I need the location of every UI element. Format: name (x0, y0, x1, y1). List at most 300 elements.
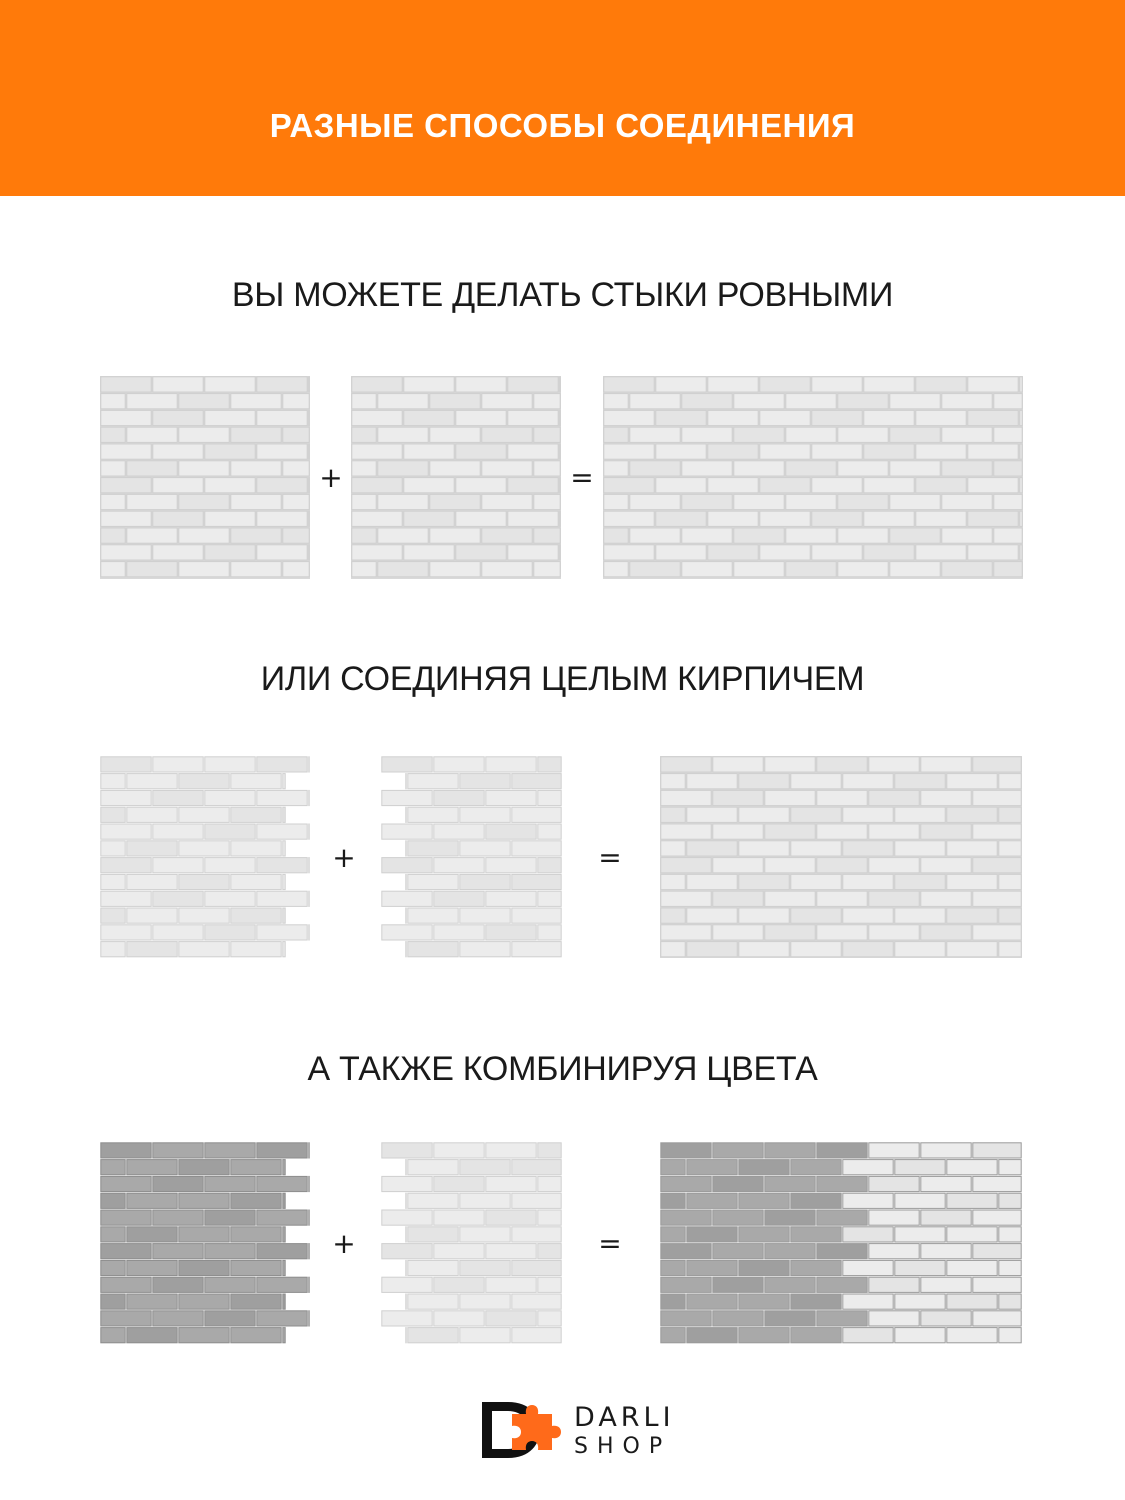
brick (352, 511, 402, 526)
brick (973, 824, 1021, 839)
brick (604, 528, 628, 543)
brick (512, 1160, 561, 1175)
brick (382, 1277, 432, 1292)
brick (708, 545, 758, 560)
brick (257, 757, 307, 772)
brick (838, 494, 888, 509)
brick (101, 444, 151, 459)
equals-sign: = (598, 1227, 622, 1260)
brick (682, 562, 732, 577)
brick (734, 562, 784, 577)
brick (101, 410, 151, 425)
brick (708, 377, 758, 392)
brick (382, 891, 432, 906)
brick (378, 427, 428, 442)
brick (921, 790, 971, 805)
brick (127, 528, 177, 543)
brick (205, 1277, 255, 1292)
brick (895, 942, 945, 957)
brick (921, 925, 971, 940)
brick (434, 757, 484, 772)
brick (713, 790, 763, 805)
brick (512, 1294, 561, 1309)
brick (765, 1277, 815, 1292)
brick (430, 494, 480, 509)
brick (283, 1160, 285, 1175)
brick (895, 841, 945, 856)
brick (791, 841, 841, 856)
brick (812, 511, 862, 526)
brick (179, 908, 229, 923)
brick (205, 1176, 255, 1191)
brick (661, 1210, 711, 1225)
brick (973, 858, 1021, 873)
brick (656, 377, 706, 392)
brick (352, 377, 402, 392)
brick (378, 461, 428, 476)
brick (408, 874, 458, 889)
brick (999, 1227, 1021, 1242)
brick (283, 1328, 285, 1343)
brick (153, 757, 203, 772)
brick (486, 757, 536, 772)
panel-result-interlock (660, 756, 1022, 958)
brick (765, 891, 815, 906)
brick (257, 858, 307, 873)
brick (921, 858, 971, 873)
brick (153, 377, 203, 392)
brick (486, 925, 536, 940)
plus-sign: + (332, 1227, 356, 1260)
brick (283, 1227, 285, 1242)
brick (713, 1176, 763, 1191)
brick (538, 757, 561, 772)
brick (101, 494, 125, 509)
brick (760, 410, 810, 425)
brick (538, 891, 561, 906)
brick (101, 461, 125, 476)
brick (864, 511, 914, 526)
brick (283, 1260, 285, 1275)
brick (512, 841, 561, 856)
brick (1020, 444, 1022, 459)
brick (739, 807, 789, 822)
brick (179, 1160, 229, 1175)
brick (153, 410, 203, 425)
brick (378, 528, 428, 543)
brick (708, 444, 758, 459)
brick (791, 1160, 841, 1175)
brick (999, 774, 1021, 789)
brick (153, 1244, 203, 1259)
brick (942, 494, 992, 509)
brick (682, 394, 732, 409)
brick (512, 942, 561, 957)
brick (968, 545, 1018, 560)
brick (101, 528, 125, 543)
brick (864, 410, 914, 425)
brick (999, 942, 1021, 957)
brick (153, 925, 203, 940)
brick (231, 841, 281, 856)
brick (534, 394, 560, 409)
equals-sign: = (570, 461, 594, 494)
brick (942, 427, 992, 442)
brick (382, 858, 432, 873)
brick (382, 1311, 432, 1326)
brick (786, 394, 836, 409)
brick (864, 377, 914, 392)
brick (205, 478, 255, 493)
brick (661, 891, 711, 906)
brick (713, 1244, 763, 1259)
brick (101, 1227, 125, 1242)
brick (486, 1277, 536, 1292)
brick (739, 1294, 789, 1309)
brick (434, 1277, 484, 1292)
brick (283, 427, 309, 442)
brick (843, 1227, 893, 1242)
header-banner (0, 0, 1125, 196)
brick (231, 1260, 281, 1275)
brick (179, 562, 229, 577)
brick (791, 1328, 841, 1343)
brick (916, 410, 966, 425)
brick (999, 1328, 1021, 1343)
brick (687, 841, 737, 856)
brick (713, 824, 763, 839)
brick (283, 874, 285, 889)
brick (101, 925, 151, 940)
brick (283, 807, 285, 822)
brick (382, 757, 432, 772)
brick (127, 1328, 177, 1343)
brick (127, 494, 177, 509)
brick (153, 1176, 203, 1191)
brick (434, 1176, 484, 1191)
brick (101, 1328, 125, 1343)
brick (101, 807, 125, 822)
brick (101, 908, 125, 923)
brick (101, 1294, 125, 1309)
brick (179, 494, 229, 509)
brick (661, 908, 685, 923)
brick (153, 824, 203, 839)
brick (817, 1210, 867, 1225)
brick (404, 377, 454, 392)
brick (843, 1260, 893, 1275)
brick (205, 858, 255, 873)
brick (687, 1160, 737, 1175)
brick (864, 444, 914, 459)
brick (791, 942, 841, 957)
brick (661, 1277, 711, 1292)
brick (460, 1294, 510, 1309)
brick (760, 545, 810, 560)
brick (895, 1227, 945, 1242)
brick (430, 528, 480, 543)
brick (604, 461, 628, 476)
brick (739, 874, 789, 889)
brick (434, 1210, 484, 1225)
brick (101, 478, 151, 493)
brick (760, 377, 810, 392)
brick (604, 444, 654, 459)
brick (869, 1176, 919, 1191)
brick (973, 925, 1021, 940)
brick (508, 511, 558, 526)
brick (179, 427, 229, 442)
brick (916, 377, 966, 392)
brick (257, 891, 307, 906)
brick (791, 774, 841, 789)
brick (101, 841, 125, 856)
brick (101, 1210, 151, 1225)
brick (101, 511, 151, 526)
panel-result-combined (660, 1142, 1022, 1344)
brick (408, 1227, 458, 1242)
brick (921, 1143, 971, 1158)
brick (916, 444, 966, 459)
brick (101, 1244, 151, 1259)
brick (538, 925, 561, 940)
brick (534, 427, 560, 442)
brick (895, 874, 945, 889)
brick (786, 494, 836, 509)
brick (534, 562, 560, 577)
logo-line-shop: SHOP (574, 1434, 672, 1459)
brick (921, 891, 971, 906)
brick (630, 494, 680, 509)
brick (482, 494, 532, 509)
brick (1020, 478, 1022, 493)
brick (508, 410, 558, 425)
brick (864, 478, 914, 493)
brick (430, 427, 480, 442)
brick (257, 545, 307, 560)
brick (283, 394, 309, 409)
brick (791, 1227, 841, 1242)
brick (512, 774, 561, 789)
brick (973, 790, 1021, 805)
brick (382, 1143, 432, 1158)
brick (843, 807, 893, 822)
brick (973, 1311, 1021, 1326)
brick (604, 511, 654, 526)
brick (352, 427, 376, 442)
brick (895, 774, 945, 789)
brick (460, 874, 510, 889)
brick (456, 377, 506, 392)
brick (231, 874, 281, 889)
brick (231, 942, 281, 957)
brick (352, 562, 376, 577)
brick (257, 377, 307, 392)
brick (460, 1193, 510, 1208)
brick (765, 858, 815, 873)
brick (838, 427, 888, 442)
brick (538, 1143, 561, 1158)
brick (942, 528, 992, 543)
brick (973, 1143, 1021, 1158)
brick (630, 427, 680, 442)
brick (921, 1244, 971, 1259)
brick (604, 545, 654, 560)
brick (947, 1328, 997, 1343)
brick (456, 511, 506, 526)
brick (817, 858, 867, 873)
brick (434, 925, 484, 940)
brick (947, 874, 997, 889)
brick (765, 757, 815, 772)
brick (101, 1260, 125, 1275)
plus-sign: + (332, 841, 356, 874)
brick (127, 461, 177, 476)
brick (760, 444, 810, 459)
brick (661, 1160, 685, 1175)
brick (656, 478, 706, 493)
brick (687, 774, 737, 789)
brick (538, 1210, 561, 1225)
brick (534, 461, 560, 476)
brick (812, 545, 862, 560)
brick (713, 757, 763, 772)
brick (765, 1311, 815, 1326)
brick (994, 528, 1022, 543)
brick (661, 1244, 711, 1259)
brick (661, 942, 685, 957)
brick (257, 444, 307, 459)
brick (812, 410, 862, 425)
brick (739, 841, 789, 856)
brick (661, 858, 711, 873)
brick (127, 1260, 177, 1275)
brick (765, 1176, 815, 1191)
brick (921, 1210, 971, 1225)
brick (430, 461, 480, 476)
brick (127, 874, 177, 889)
brick (817, 757, 867, 772)
brick (765, 1210, 815, 1225)
brick (101, 1311, 151, 1326)
brick (127, 908, 177, 923)
brick (508, 377, 558, 392)
brick (791, 1260, 841, 1275)
brick (127, 942, 177, 957)
brick (760, 511, 810, 526)
brick (231, 1227, 281, 1242)
brick (994, 461, 1022, 476)
brick (661, 874, 685, 889)
brick (257, 824, 307, 839)
brick (153, 1210, 203, 1225)
brick (630, 394, 680, 409)
brick (382, 925, 432, 940)
brick (205, 1311, 255, 1326)
brick (512, 874, 561, 889)
brick (512, 1227, 561, 1242)
brick (512, 807, 561, 822)
section-title-even-joints: ВЫ МОЖЕТЕ ДЕЛАТЬ СТЫКИ РОВНЫМИ (231, 276, 894, 314)
brick (812, 478, 862, 493)
brick (508, 444, 558, 459)
brick (947, 942, 997, 957)
brick (713, 858, 763, 873)
brick (257, 410, 307, 425)
brick (968, 478, 1018, 493)
brick (538, 1311, 561, 1326)
brick (739, 1193, 789, 1208)
brick (456, 444, 506, 459)
brick (352, 478, 402, 493)
brick (231, 528, 281, 543)
brick (179, 1328, 229, 1343)
brick (482, 394, 532, 409)
brick (378, 562, 428, 577)
brick (404, 444, 454, 459)
brick (916, 478, 966, 493)
brick (404, 478, 454, 493)
brick (257, 1210, 307, 1225)
brick (408, 1260, 458, 1275)
brick (687, 807, 737, 822)
brick (408, 1328, 458, 1343)
brick (604, 494, 628, 509)
brick (838, 528, 888, 543)
panel-left-even (100, 376, 310, 579)
brick (283, 562, 309, 577)
brick (890, 461, 940, 476)
brick (179, 1260, 229, 1275)
brick (786, 461, 836, 476)
brick (101, 824, 151, 839)
brick (486, 824, 536, 839)
brick (205, 891, 255, 906)
brick (999, 1193, 1021, 1208)
brick (460, 807, 510, 822)
brick (687, 908, 737, 923)
brick (101, 562, 125, 577)
brick (708, 410, 758, 425)
brick (895, 1260, 945, 1275)
brick (179, 1193, 229, 1208)
brick (205, 1244, 255, 1259)
brick (687, 1294, 737, 1309)
brick (630, 461, 680, 476)
brick (661, 1260, 685, 1275)
brick (205, 1143, 255, 1158)
brick (1020, 377, 1022, 392)
brick (101, 757, 151, 772)
brick (661, 774, 685, 789)
brick (973, 1210, 1021, 1225)
brick (283, 494, 309, 509)
brick (460, 1160, 510, 1175)
brick (973, 1244, 1021, 1259)
panel-right-white (381, 1142, 562, 1344)
brick (604, 478, 654, 493)
brick (482, 427, 532, 442)
brick (739, 1328, 789, 1343)
brick (460, 841, 510, 856)
brick (101, 427, 125, 442)
brick (352, 410, 402, 425)
brick (434, 858, 484, 873)
brick (661, 841, 685, 856)
brick (994, 427, 1022, 442)
brick (486, 1176, 536, 1191)
brick (486, 1143, 536, 1158)
